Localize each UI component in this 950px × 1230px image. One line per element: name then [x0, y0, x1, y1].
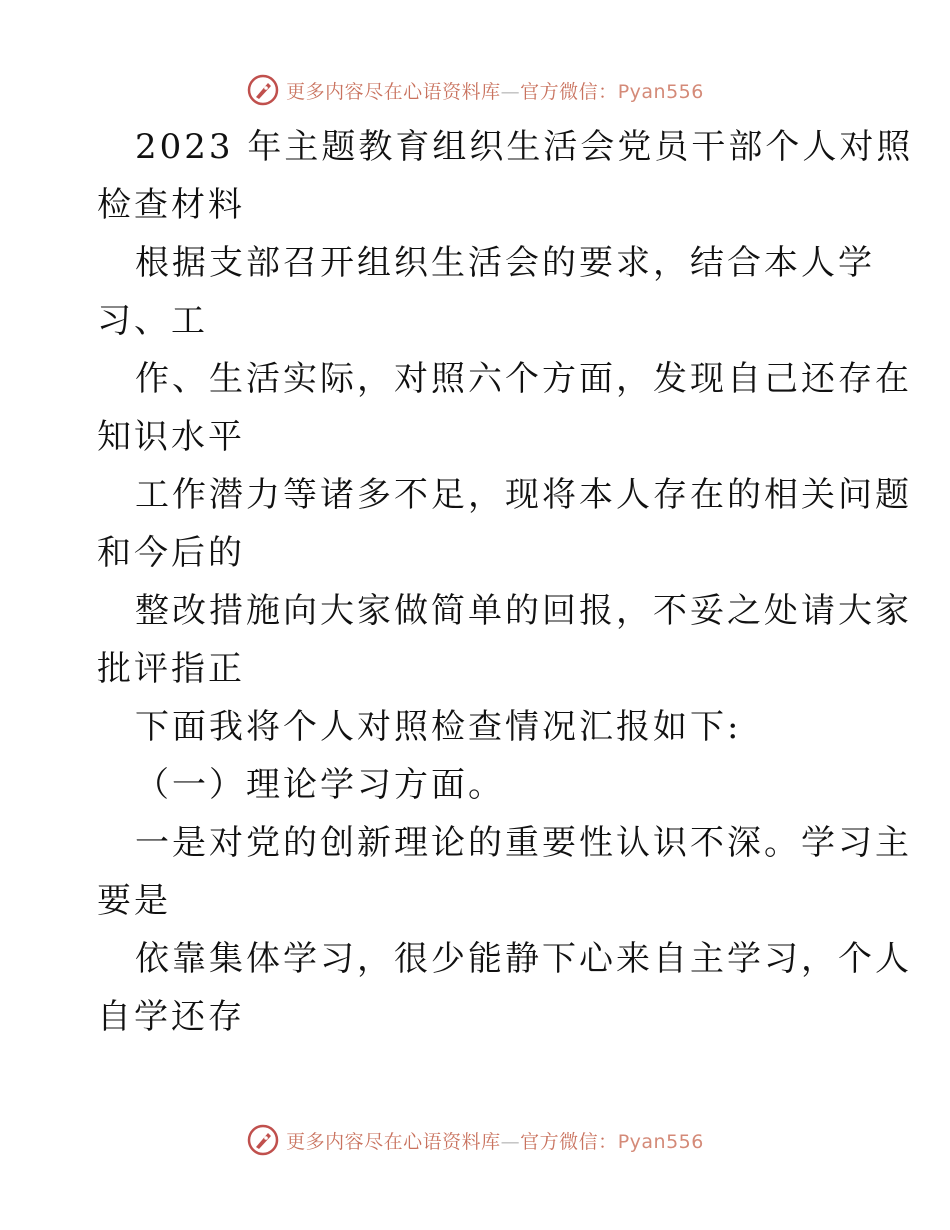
banner-separator: —: [500, 80, 521, 103]
header-banner-text: [286, 77, 704, 104]
doc-section-heading: （一）理论学习方面。: [135, 765, 505, 805]
pen-nib-circle-icon: [246, 1123, 280, 1157]
doc-paragraph-line: 一是对党的创新理论的重要性认识不深。学习主: [135, 823, 912, 863]
doc-paragraph-line: 要是: [97, 881, 171, 921]
doc-paragraph-line: 下面我将个人对照检查情况汇报如下:: [135, 707, 742, 747]
document-body: [97, 118, 914, 1046]
banner-contact-id: Pyan556: [617, 80, 704, 103]
banner-site-text: 更多内容尽在心语资料库: [286, 1130, 501, 1153]
doc-paragraph-line: 自学还存: [97, 997, 245, 1037]
header-banner: [0, 70, 950, 110]
banner-separator: —: [500, 1130, 521, 1153]
banner-contact-label: 官方微信：: [520, 1130, 618, 1153]
doc-paragraph-line: 整改措施向大家做简单的回报，不妥之处请大家: [135, 591, 912, 631]
doc-paragraph-line: 依靠集体学习，很少能静下心来自主学习，个人: [135, 939, 912, 979]
banner-contact-id: Pyan556: [617, 1130, 704, 1153]
doc-paragraph-line: 批评指正: [97, 649, 245, 689]
doc-title-line-1: 2023 年主题教育组织生活会党员干部个人对照: [135, 127, 914, 167]
footer-banner: [0, 1120, 950, 1160]
doc-paragraph-line: 作、生活实际，对照六个方面，发现自己还存在: [135, 359, 912, 399]
banner-contact-label: 官方微信：: [520, 80, 618, 103]
footer-banner-text: [286, 1127, 704, 1154]
banner-site-text: 更多内容尽在心语资料库: [286, 80, 501, 103]
doc-paragraph-line: 根据支部召开组织生活会的要求，结合本人学: [135, 243, 875, 283]
doc-paragraph-line: 工作潜力等诸多不足，现将本人存在的相关问题: [135, 475, 912, 515]
doc-title-line-2: 检查材料: [97, 185, 245, 225]
doc-paragraph-line: 知识水平: [97, 417, 245, 457]
pen-nib-circle-icon: [246, 73, 280, 107]
doc-paragraph-line: 和今后的: [97, 533, 245, 573]
doc-paragraph-line: 习、工: [97, 301, 208, 341]
